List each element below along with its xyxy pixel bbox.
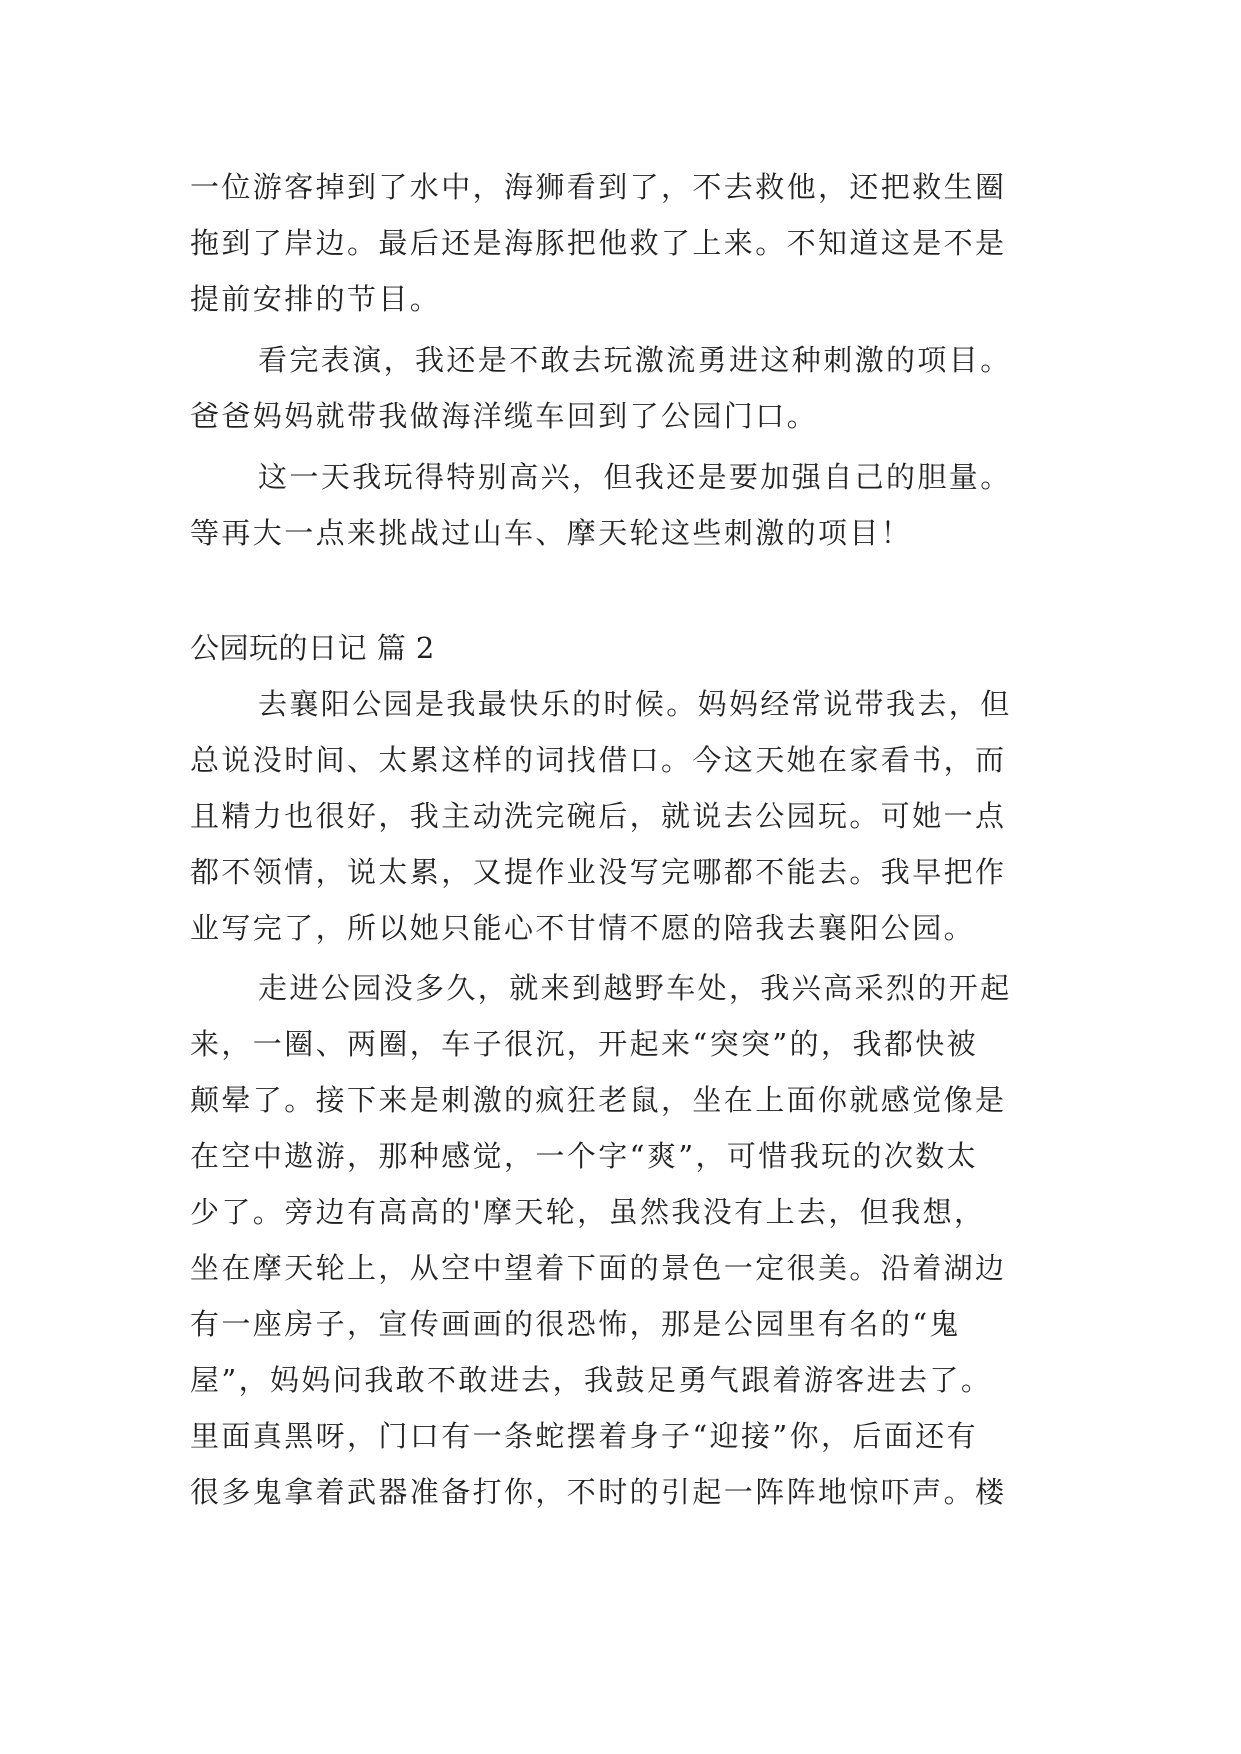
paragraph-first-line: 去襄阳公园是我最快乐的时候。妈妈经常说带我去，但 [258, 687, 1012, 721]
text-line: 提前安排的节目。 [190, 282, 442, 316]
text-line: 拖到了岸边。最后还是海豚把他救了上来。不知道这是不是 [190, 226, 1007, 260]
text-line: 坐在摩天轮上，从空中望着下面的景色一定很美。沿着湖边 [190, 1251, 1007, 1285]
text-line: 等再大一点来挑战过山车、摩天轮这些刺激的项目！ [190, 516, 913, 550]
text-line: 里面真黑呀，门口有一条蛇摆着身子“迎接”你，后面还有 [190, 1419, 979, 1453]
text-line: 总说没时间、太累这样的词找借口。今这天她在家看书，而 [190, 743, 1007, 777]
section-heading: 公园玩的日记 篇 2 [190, 631, 435, 665]
text-line: 少了。旁边有高高的'摩天轮，虽然我没有上去，但我想， [190, 1195, 986, 1229]
paragraph-first-line: 看完表演，我还是不敢去玩激流勇进这种刺激的项目。 [258, 343, 1012, 377]
text-line: 有一座房子，宣传画画的很恐怖，那是公园里有名的“鬼 [190, 1307, 961, 1341]
text-line: 一位游客掉到了水中，海狮看到了，不去救他，还把救生圈 [190, 170, 1007, 204]
text-line: 都不领情，说太累，又提作业没写完哪都不能去。我早把作 [190, 855, 1007, 889]
paragraph-first-line: 走进公园没多久，就来到越野车处，我兴高采烈的开起 [258, 971, 1012, 1005]
paragraph-first-line: 这一天我玩得特别高兴，但我还是要加强自己的胆量。 [258, 460, 1012, 494]
text-line: 业写完了，所以她只能心不甘情不愿的陪我去襄阳公园。 [190, 911, 976, 945]
text-line: 颠晕了。接下来是刺激的疯狂老鼠，坐在上面你就感觉像是 [190, 1083, 1007, 1117]
text-line: 爸爸妈妈就带我做海洋缆车回到了公园门口。 [190, 399, 819, 433]
text-line: 在空中遨游，那种感觉，一个字“爽”，可惜我玩的次数太 [190, 1139, 979, 1173]
text-line: 来，一圈、两圈，车子很沉，开起来“突突”的，我都快被 [190, 1027, 979, 1061]
text-line: 很多鬼拿着武器准备打你，不时的引起一阵阵地惊吓声。楼 [190, 1475, 1007, 1509]
text-line: 且精力也很好，我主动洗完碗后，就说去公园玩。可她一点 [190, 799, 1007, 833]
text-line: 屋”，妈妈问我敢不敢进去，我鼓足勇气跟着游客进去了。 [190, 1363, 993, 1397]
